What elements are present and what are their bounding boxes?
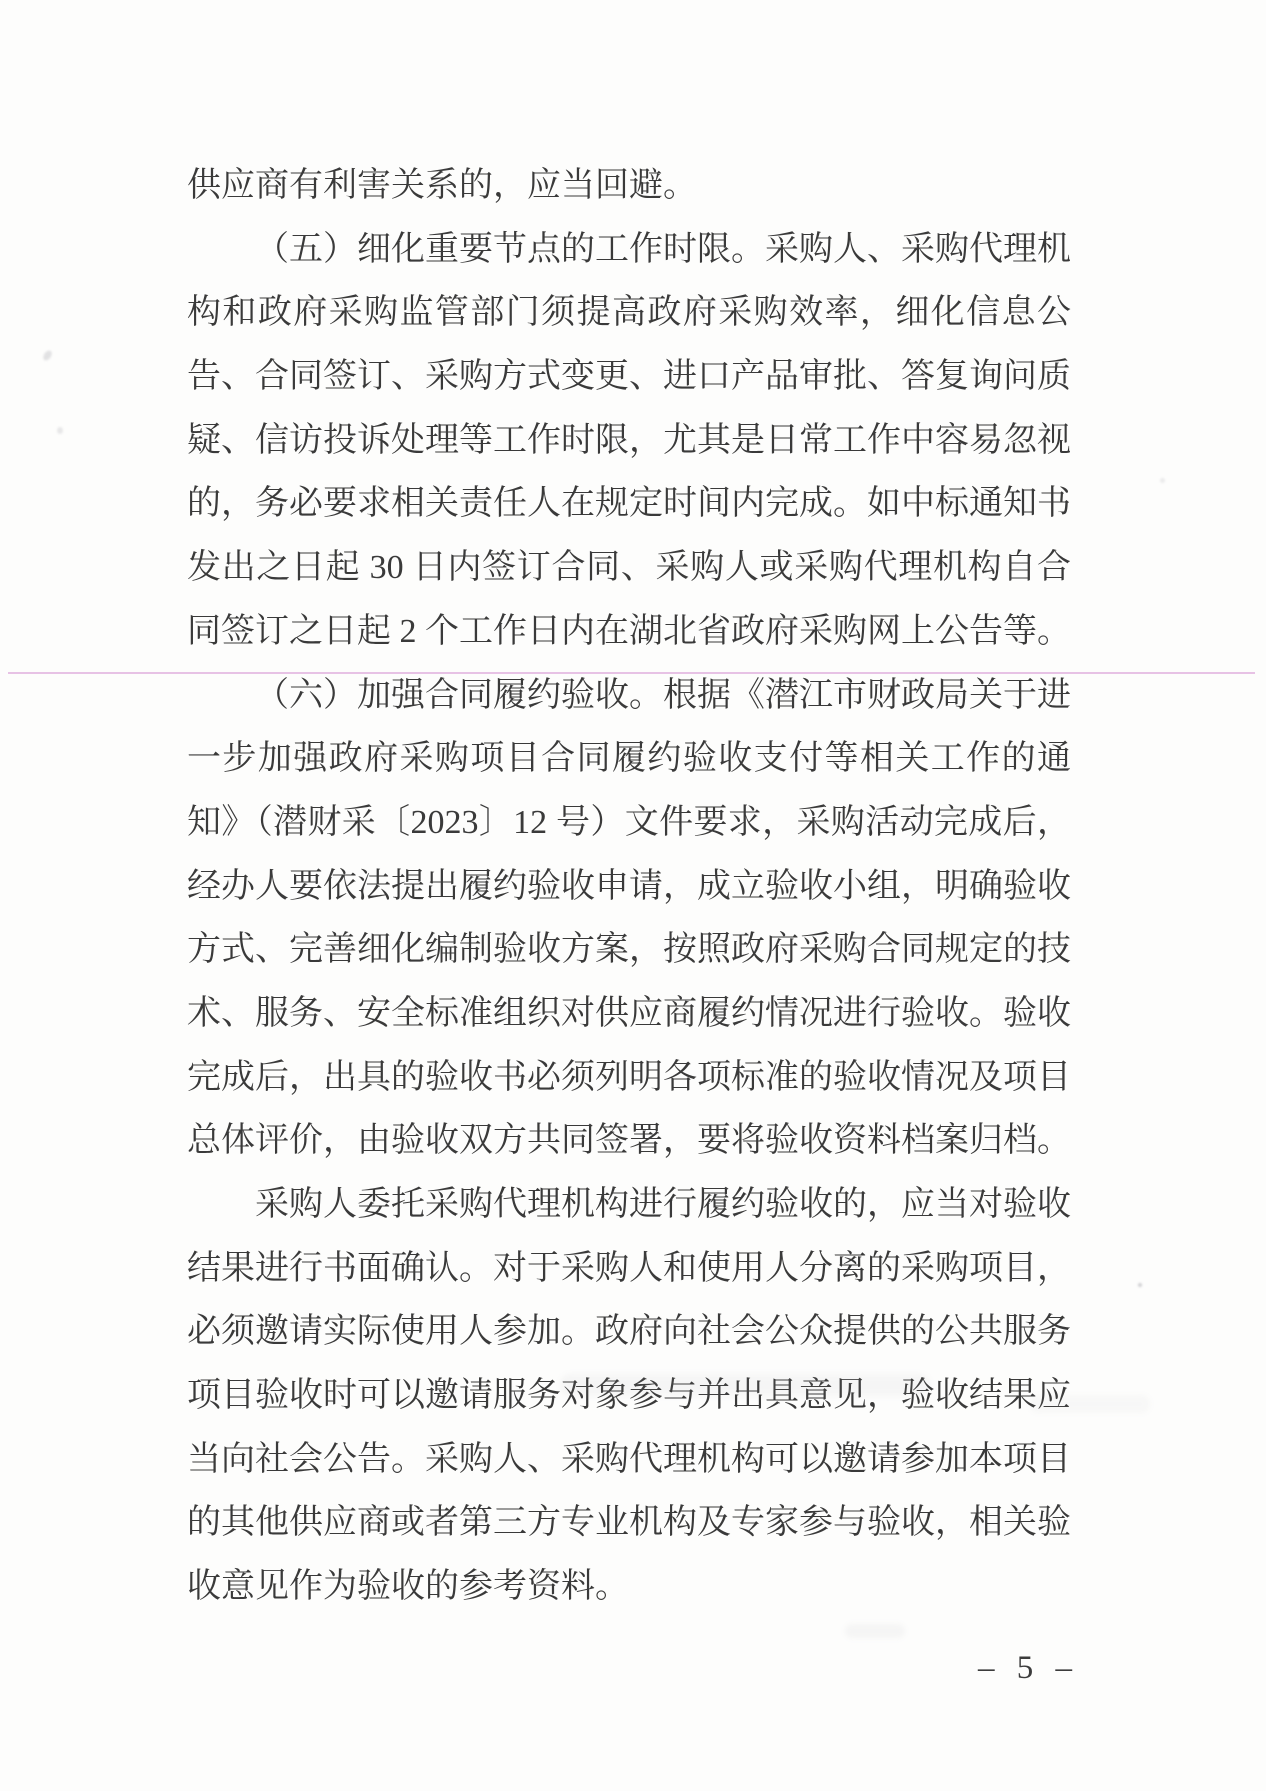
text-line: 告、合同签订、采购方式变更、进口产品审批、答复询问质 xyxy=(187,358,1071,396)
text-line: （六）加强合同履约验收。根据《潜江市财政局关于进 xyxy=(255,676,1071,714)
scan-divider-line xyxy=(8,672,1255,674)
text-line: 术、服务、安全标准组织对供应商履约情况进行验收。验收 xyxy=(187,994,1071,1032)
text-line: 采购人委托采购代理机构进行履约验收的，应当对验收 xyxy=(255,1186,1071,1223)
text-line: （五）细化重要节点的工作时限。采购人、采购代理机 xyxy=(255,230,1071,268)
text-line: 经办人要依法提出履约验收申请，成立验收小组，明确验收 xyxy=(187,867,1071,905)
text-line: 的，务必要求相关责任人在规定时间内完成。如中标通知书 xyxy=(187,485,1071,523)
text-line: 构和政府采购监管部门须提高政府采购效率，细化信息公 xyxy=(187,294,1071,332)
text-line: 必须邀请实际使用人参加。政府向社会公众提供的公共服务 xyxy=(187,1313,1071,1351)
text-line: 总体评价，由验收双方共同签署，要将验收资料档案归档。 xyxy=(187,1122,1071,1160)
text-line: 一步加强政府采购项目合同履约验收支付等相关工作的通 xyxy=(187,740,1071,778)
scan-speck xyxy=(57,427,63,434)
page-number: – 5 – xyxy=(978,1650,1079,1686)
scan-speck xyxy=(41,349,53,362)
text-line: 完成后，出具的验收书必须列明各项标准的验收情况及项目 xyxy=(187,1058,1071,1096)
scan-speck xyxy=(1138,1283,1142,1287)
text-line: 的其他供应商或者第三方专业机构及专家参与验收，相关验 xyxy=(187,1504,1071,1542)
text-line: 方式、完善细化编制验收方案，按照政府采购合同规定的技 xyxy=(187,931,1071,969)
text-line: 知》（潜财采〔2023〕12 号）文件要求，采购活动完成后， xyxy=(187,803,1071,841)
text-line: 收意见作为验收的参考资料。 xyxy=(187,1568,629,1606)
text-line: 同签订之日起 2 个工作日内在湖北省政府采购网上公告等。 xyxy=(187,612,1071,650)
scan-smudge xyxy=(845,1624,905,1638)
text-line: 疑、信访投诉处理等工作时限，尤其是日常工作中容易忽视 xyxy=(187,421,1071,459)
scan-smudge xyxy=(560,1374,930,1396)
text-line: 发出之日起 30 日内签订合同、采购人或采购代理机构自合 xyxy=(187,549,1071,587)
text-line: 项目验收时可以邀请服务对象参与并出具意见，验收结果应 xyxy=(187,1377,1071,1415)
document-body xyxy=(187,154,1071,1619)
text-line: 当向社会公告。采购人、采购代理机构可以邀请参加本项目 xyxy=(187,1440,1071,1478)
scan-smudge xyxy=(1030,1395,1150,1413)
scan-speck xyxy=(1160,478,1165,483)
text-line: 供应商有利害关系的，应当回避。 xyxy=(187,167,697,204)
text-line: 结果进行书面确认。对于采购人和使用人分离的采购项目， xyxy=(187,1249,1071,1287)
